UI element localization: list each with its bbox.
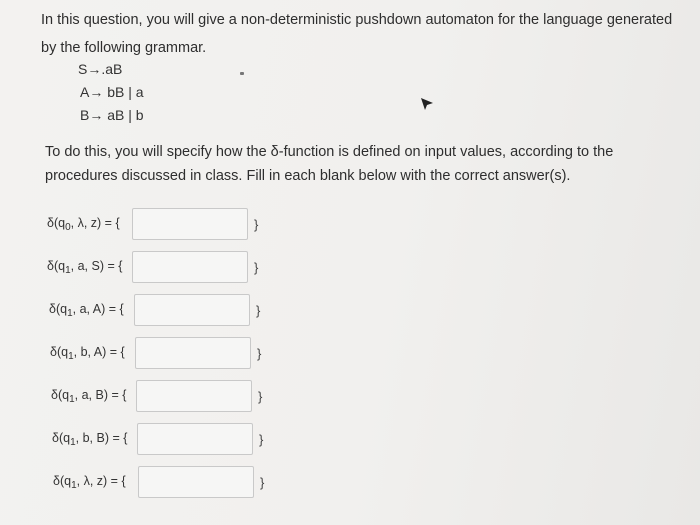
closing-brace: } [257,345,262,361]
delta-row [50,336,261,370]
delta-prefix: δ(q [51,387,70,402]
delta-prefix: δ(q [52,430,71,445]
delta-row [49,293,260,327]
delta-row [52,422,263,456]
delta-args: , λ, z) = { [76,473,126,488]
stray-mark [240,72,244,75]
grammar-rule-b: B→ aB | b [80,107,144,123]
state-subscript: 0 [65,221,71,233]
closing-brace: } [258,388,263,404]
grammar-rule-s: S→.aB [78,61,123,77]
answer-input[interactable] [137,423,253,455]
delta-prefix: δ(q [47,215,66,230]
state-subscript: 1 [68,350,74,362]
delta-label [52,431,137,448]
closing-brace: } [254,259,259,275]
delta-prefix: δ(q [47,258,66,273]
mouse-cursor-icon [420,97,434,111]
delta-args: , a, B) = { [74,387,127,402]
delta-args: , λ, z) = { [70,215,120,230]
delta-label [49,302,134,319]
closing-brace: } [260,474,265,490]
delta-prefix: δ(q [53,473,72,488]
state-subscript: 1 [67,307,73,319]
delta-row [47,207,258,241]
delta-prefix: δ(q [50,344,69,359]
delta-args: , b, B) = { [75,430,128,445]
delta-row [47,250,258,284]
delta-label [51,388,136,405]
answer-input[interactable] [136,380,252,412]
answer-input[interactable] [134,294,250,326]
delta-label [47,259,132,276]
state-subscript: 1 [70,436,76,448]
delta-label [50,345,135,362]
delta-args: , b, A) = { [73,344,125,359]
answer-input[interactable] [138,466,254,498]
delta-args: , a, S) = { [70,258,123,273]
closing-brace: } [259,431,264,447]
state-subscript: 1 [69,393,75,405]
state-subscript: 1 [65,264,71,276]
delta-label [47,216,132,233]
answer-input[interactable] [135,337,251,369]
instructions-text: To do this, you will specify how the δ-function is defined on input values, according to the procedures discussed in class. Fill in each blank below with the correct answer(s). [45,144,614,184]
delta-row [53,465,264,499]
closing-brace: } [256,302,261,318]
closing-brace: } [254,216,259,232]
delta-args: , a, A) = { [72,301,124,316]
delta-row [51,379,262,413]
delta-prefix: δ(q [49,301,68,316]
grammar-rules [78,58,144,127]
state-subscript: 1 [71,479,77,491]
grammar-rule-a: A→ bB | a [80,84,144,100]
answer-input[interactable] [132,208,248,240]
answer-input[interactable] [132,251,248,283]
question-intro: In this question, you will give a non-deterministic pushdown automaton for the language generated by the following grammar. [41,12,673,56]
delta-label [53,474,138,491]
